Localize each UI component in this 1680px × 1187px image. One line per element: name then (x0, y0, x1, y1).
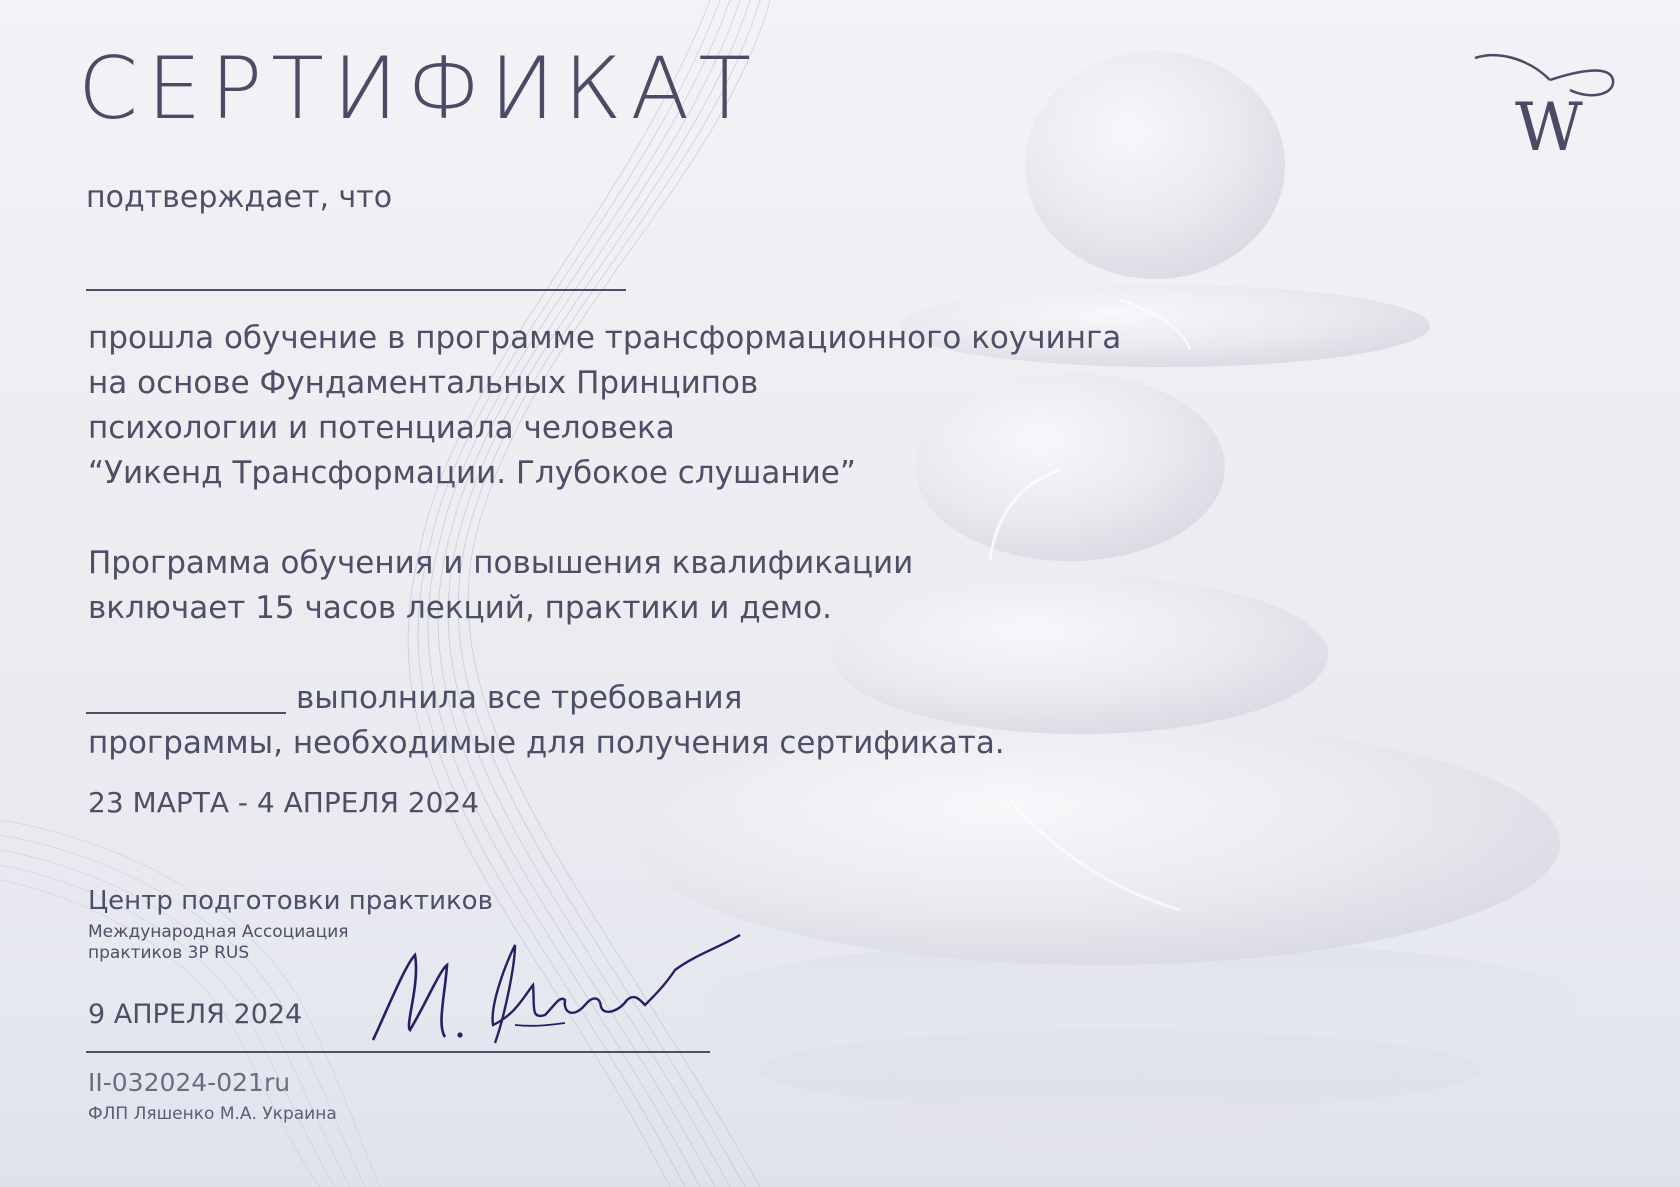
certificate-number: II-032024-021ru (88, 1068, 291, 1097)
certificate-title: СЕРТИФИКАТ (78, 39, 760, 139)
legal-entity: ФЛП Ляшенко М.А. Украина (88, 1104, 337, 1124)
requirements-description (88, 676, 1005, 766)
organization-subtitle (88, 922, 349, 964)
training-dates: 23 МАРТА - 4 АПРЕЛЯ 2024 (88, 786, 480, 819)
program-line-2: включает 15 часов лекций, практики и демо. (88, 590, 832, 626)
w-logo-icon (1470, 50, 1620, 160)
organization-name: Центр подготовки практиков (88, 886, 493, 916)
training-line-2: на основе Фундаментальных Принципов (88, 365, 759, 401)
handwritten-signature (365, 925, 745, 1055)
recipient-name-line (86, 289, 626, 291)
svg-text:W: W (1515, 89, 1583, 160)
requirements-line-2: программы, необходимые для получения сертификата. (88, 725, 1005, 761)
training-description (88, 316, 1121, 496)
training-line-3: психологии и потенциала человека (88, 410, 675, 446)
training-line-4: “Уикенд Трансформации. Глубокое слушание” (88, 455, 856, 491)
confirms-text: подтверждает, что (86, 180, 393, 215)
program-line-1: Программа обучения и повышения квалификации (88, 545, 914, 581)
organization-sub-line-1: Международная Ассоциация (88, 922, 349, 942)
requirements-line-1: выполнила все требования (296, 680, 743, 716)
program-description (88, 541, 913, 631)
organization-sub-line-2: практиков 3P RUS (88, 943, 250, 963)
signature-date: 9 АПРЕЛЯ 2024 (88, 999, 303, 1030)
training-line-1: прошла обучение в программе трансформационного коучинга (88, 320, 1122, 356)
